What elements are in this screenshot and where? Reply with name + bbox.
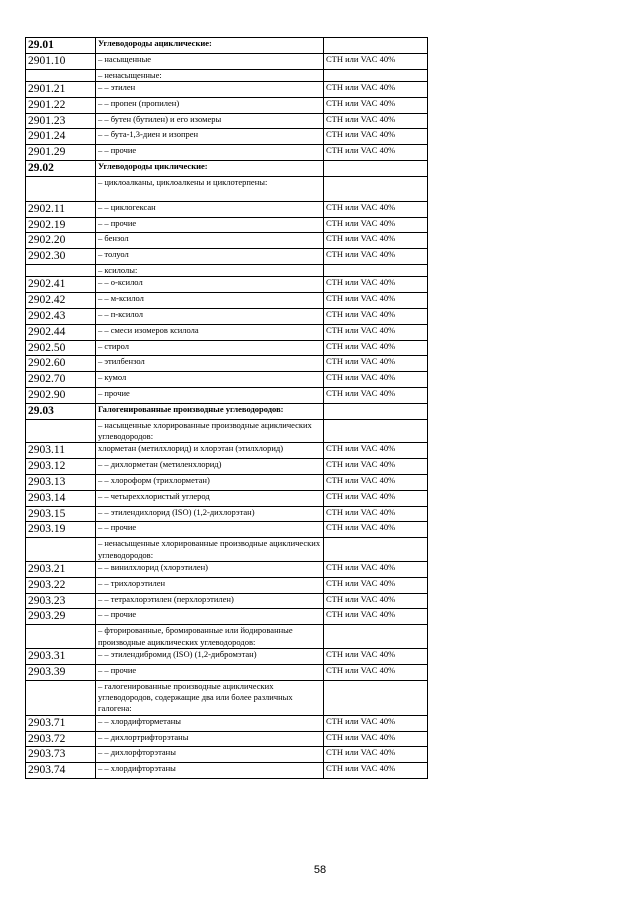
- hs-code-cell: [26, 176, 96, 201]
- table-row: [26, 201, 428, 217]
- origin-rule-cell: СТН или VAC 40%: [324, 459, 428, 475]
- hs-code-cell: [26, 69, 96, 81]
- description-cell: – – бутен (бутилен) и его изомеры: [96, 113, 324, 129]
- description-cell: Галогенированные производные углеводородов:: [96, 403, 324, 419]
- hs-code-cell: 2902.11: [26, 201, 96, 217]
- origin-rule-cell: [324, 176, 428, 201]
- table-row: [26, 459, 428, 475]
- hs-code-cell: 2903.73: [26, 747, 96, 763]
- table-row: [26, 372, 428, 388]
- origin-rule-cell: СТН или VAC 40%: [324, 664, 428, 680]
- hs-code-cell: [26, 680, 96, 715]
- description-cell: – – прочие: [96, 522, 324, 538]
- table-row: [26, 747, 428, 763]
- description-cell: – – м-ксилол: [96, 293, 324, 309]
- table-row: [26, 145, 428, 161]
- origin-rule-cell: СТН или VAC 40%: [324, 277, 428, 293]
- description-cell: – – хлороформ (трихлорметан): [96, 474, 324, 490]
- origin-rule-cell: СТН или VAC 40%: [324, 129, 428, 145]
- hs-code-cell: [26, 538, 96, 562]
- hs-code-cell: 2901.21: [26, 82, 96, 98]
- tariff-rules-body: [26, 38, 428, 779]
- table-row: [26, 474, 428, 490]
- hs-code-cell: 2903.13: [26, 474, 96, 490]
- page-number: 58: [313, 864, 327, 876]
- hs-code-cell: 2903.22: [26, 577, 96, 593]
- description-cell: – циклоалканы, циклоалкены и циклотерпены:: [96, 176, 324, 201]
- description-cell: – – бута-1,3-диен и изопрен: [96, 129, 324, 145]
- origin-rule-cell: СТН или VAC 40%: [324, 340, 428, 356]
- table-row: [26, 763, 428, 779]
- description-cell: – прочие: [96, 387, 324, 403]
- description-cell: – – этилендибромид (ISO) (1,2-дибромэтан): [96, 648, 324, 664]
- table-row: [26, 577, 428, 593]
- hs-code-cell: 2903.23: [26, 593, 96, 609]
- table-row: [26, 561, 428, 577]
- hs-code-cell: 2902.30: [26, 249, 96, 265]
- hs-code-cell: 2902.70: [26, 372, 96, 388]
- origin-rule-cell: СТН или VAC 40%: [324, 609, 428, 625]
- origin-rule-cell: [324, 264, 428, 276]
- description-cell: – бензол: [96, 233, 324, 249]
- description-cell: – – прочие: [96, 217, 324, 233]
- table-row: [26, 249, 428, 265]
- table-row: [26, 277, 428, 293]
- table-row: [26, 113, 428, 129]
- description-cell: – насыщенные: [96, 53, 324, 69]
- table-row: [26, 340, 428, 356]
- origin-rule-cell: СТН или VAC 40%: [324, 217, 428, 233]
- description-cell: – стирол: [96, 340, 324, 356]
- description-cell: – – хлордифторметаны: [96, 715, 324, 731]
- origin-rule-cell: СТН или VAC 40%: [324, 522, 428, 538]
- description-cell: – – дихлорфторэтаны: [96, 747, 324, 763]
- hs-code-cell: 2903.31: [26, 648, 96, 664]
- origin-rule-cell: СТН или VAC 40%: [324, 387, 428, 403]
- hs-code-cell: 2903.72: [26, 731, 96, 747]
- hs-code-cell: 2903.11: [26, 443, 96, 459]
- description-cell: – – этилен: [96, 82, 324, 98]
- description-cell: – – дихлорметан (метиленхлорид): [96, 459, 324, 475]
- hs-code-cell: 29.01: [26, 38, 96, 54]
- table-row: [26, 217, 428, 233]
- hs-code-cell: 2902.41: [26, 277, 96, 293]
- origin-rule-cell: СТН или VAC 40%: [324, 145, 428, 161]
- description-cell: – ксилолы:: [96, 264, 324, 276]
- table-row: [26, 609, 428, 625]
- hs-code-cell: 29.02: [26, 160, 96, 176]
- origin-rule-cell: СТН или VAC 40%: [324, 443, 428, 459]
- description-cell: Углеводороды ациклические:: [96, 38, 324, 54]
- hs-code-cell: 2901.23: [26, 113, 96, 129]
- hs-code-cell: 2902.43: [26, 308, 96, 324]
- table-row: [26, 419, 428, 443]
- table-row: [26, 324, 428, 340]
- origin-rule-cell: СТН или VAC 40%: [324, 715, 428, 731]
- table-row: [26, 129, 428, 145]
- origin-rule-cell: СТН или VAC 40%: [324, 593, 428, 609]
- origin-rule-cell: СТН или VAC 40%: [324, 648, 428, 664]
- hs-code-cell: [26, 419, 96, 443]
- hs-code-cell: 2901.22: [26, 97, 96, 113]
- description-cell: – кумол: [96, 372, 324, 388]
- hs-code-cell: [26, 264, 96, 276]
- origin-rule-cell: [324, 160, 428, 176]
- table-row: [26, 356, 428, 372]
- heading-row: [26, 403, 428, 419]
- table-row: [26, 97, 428, 113]
- table-row: [26, 293, 428, 309]
- origin-rule-cell: СТН или VAC 40%: [324, 474, 428, 490]
- description-cell: – насыщенные хлорированные производные ациклических углеводородов:: [96, 419, 324, 443]
- table-row: [26, 731, 428, 747]
- hs-code-cell: 2902.42: [26, 293, 96, 309]
- table-row: [26, 593, 428, 609]
- description-cell: – – этилендихлорид (ISO) (1,2-дихлорэтан): [96, 506, 324, 522]
- origin-rule-cell: СТН или VAC 40%: [324, 356, 428, 372]
- origin-rule-cell: СТН или VAC 40%: [324, 82, 428, 98]
- hs-code-cell: 2903.19: [26, 522, 96, 538]
- origin-rule-cell: СТН или VAC 40%: [324, 249, 428, 265]
- origin-rule-cell: СТН или VAC 40%: [324, 53, 428, 69]
- table-row: [26, 715, 428, 731]
- hs-code-cell: 2902.20: [26, 233, 96, 249]
- origin-rule-cell: [324, 625, 428, 649]
- description-cell: – – пропен (пропилен): [96, 97, 324, 113]
- description-cell: – – дихлортрифторэтаны: [96, 731, 324, 747]
- hs-code-cell: 2902.90: [26, 387, 96, 403]
- description-cell: – галогенированные производные ациклических углеводородов, содержащие два или более различных галогена:: [96, 680, 324, 715]
- origin-rule-cell: [324, 419, 428, 443]
- origin-rule-cell: СТН или VAC 40%: [324, 324, 428, 340]
- origin-rule-cell: [324, 69, 428, 81]
- description-cell: – фторированные, бромированные или йодированные производные ациклических углеводородов:: [96, 625, 324, 649]
- table-row: [26, 506, 428, 522]
- description-cell: – – тетрахлорэтилен (перхлорэтилен): [96, 593, 324, 609]
- origin-rule-cell: СТН или VAC 40%: [324, 201, 428, 217]
- hs-code-cell: 2902.44: [26, 324, 96, 340]
- origin-rule-cell: [324, 403, 428, 419]
- origin-rule-cell: СТН или VAC 40%: [324, 293, 428, 309]
- origin-rule-cell: СТН или VAC 40%: [324, 506, 428, 522]
- description-cell: – – хлордифторэтаны: [96, 763, 324, 779]
- origin-rule-cell: СТН или VAC 40%: [324, 577, 428, 593]
- heading-row: [26, 160, 428, 176]
- description-cell: – ненасыщенные хлорированные производные ациклических углеводородов:: [96, 538, 324, 562]
- table-row: [26, 538, 428, 562]
- origin-rule-cell: СТН или VAC 40%: [324, 490, 428, 506]
- heading-row: [26, 38, 428, 54]
- origin-rule-cell: СТН или VAC 40%: [324, 233, 428, 249]
- table-row: [26, 648, 428, 664]
- table-row: [26, 82, 428, 98]
- description-cell: – – смеси изомеров ксилола: [96, 324, 324, 340]
- description-cell: – – прочие: [96, 609, 324, 625]
- table-row: [26, 443, 428, 459]
- origin-rule-cell: [324, 680, 428, 715]
- table-row: [26, 664, 428, 680]
- origin-rule-cell: [324, 38, 428, 54]
- hs-code-cell: 2901.10: [26, 53, 96, 69]
- description-cell: – – о-ксилол: [96, 277, 324, 293]
- table-row: [26, 625, 428, 649]
- origin-rule-cell: СТН или VAC 40%: [324, 731, 428, 747]
- origin-rule-cell: СТН или VAC 40%: [324, 763, 428, 779]
- hs-code-cell: 2903.21: [26, 561, 96, 577]
- tariff-rules-table: [25, 37, 428, 779]
- hs-code-cell: 2901.24: [26, 129, 96, 145]
- origin-rule-cell: СТН или VAC 40%: [324, 747, 428, 763]
- description-cell: – – п-ксилол: [96, 308, 324, 324]
- table-row: [26, 69, 428, 81]
- table-row: [26, 522, 428, 538]
- description-cell: – – винилхлорид (хлорэтилен): [96, 561, 324, 577]
- table-row: [26, 490, 428, 506]
- origin-rule-cell: СТН или VAC 40%: [324, 561, 428, 577]
- origin-rule-cell: СТН или VAC 40%: [324, 372, 428, 388]
- origin-rule-cell: [324, 538, 428, 562]
- hs-code-cell: 2903.71: [26, 715, 96, 731]
- description-cell: – этилбензол: [96, 356, 324, 372]
- table-row: [26, 176, 428, 201]
- table-row: [26, 264, 428, 276]
- hs-code-cell: 2903.15: [26, 506, 96, 522]
- hs-code-cell: 2903.39: [26, 664, 96, 680]
- description-cell: – – прочие: [96, 664, 324, 680]
- hs-code-cell: 2903.12: [26, 459, 96, 475]
- hs-code-cell: 2903.29: [26, 609, 96, 625]
- hs-code-cell: 2902.60: [26, 356, 96, 372]
- table-row: [26, 233, 428, 249]
- table-row: [26, 387, 428, 403]
- hs-code-cell: 2901.29: [26, 145, 96, 161]
- description-cell: – – прочие: [96, 145, 324, 161]
- hs-code-cell: 2902.50: [26, 340, 96, 356]
- description-cell: хлорметан (метилхлорид) и хлорэтан (этилхлорид): [96, 443, 324, 459]
- hs-code-cell: 29.03: [26, 403, 96, 419]
- description-cell: Углеводороды циклические:: [96, 160, 324, 176]
- description-cell: – – циклогексан: [96, 201, 324, 217]
- table-row: [26, 53, 428, 69]
- table-row: [26, 680, 428, 715]
- description-cell: – – трихлорэтилен: [96, 577, 324, 593]
- description-cell: – – четыреххлористый углерод: [96, 490, 324, 506]
- description-cell: – ненасыщенные:: [96, 69, 324, 81]
- hs-code-cell: 2902.19: [26, 217, 96, 233]
- hs-code-cell: 2903.14: [26, 490, 96, 506]
- origin-rule-cell: СТН или VAC 40%: [324, 308, 428, 324]
- origin-rule-cell: СТН или VAC 40%: [324, 113, 428, 129]
- hs-code-cell: [26, 625, 96, 649]
- origin-rule-cell: СТН или VAC 40%: [324, 97, 428, 113]
- hs-code-cell: 2903.74: [26, 763, 96, 779]
- description-cell: – толуол: [96, 249, 324, 265]
- table-row: [26, 308, 428, 324]
